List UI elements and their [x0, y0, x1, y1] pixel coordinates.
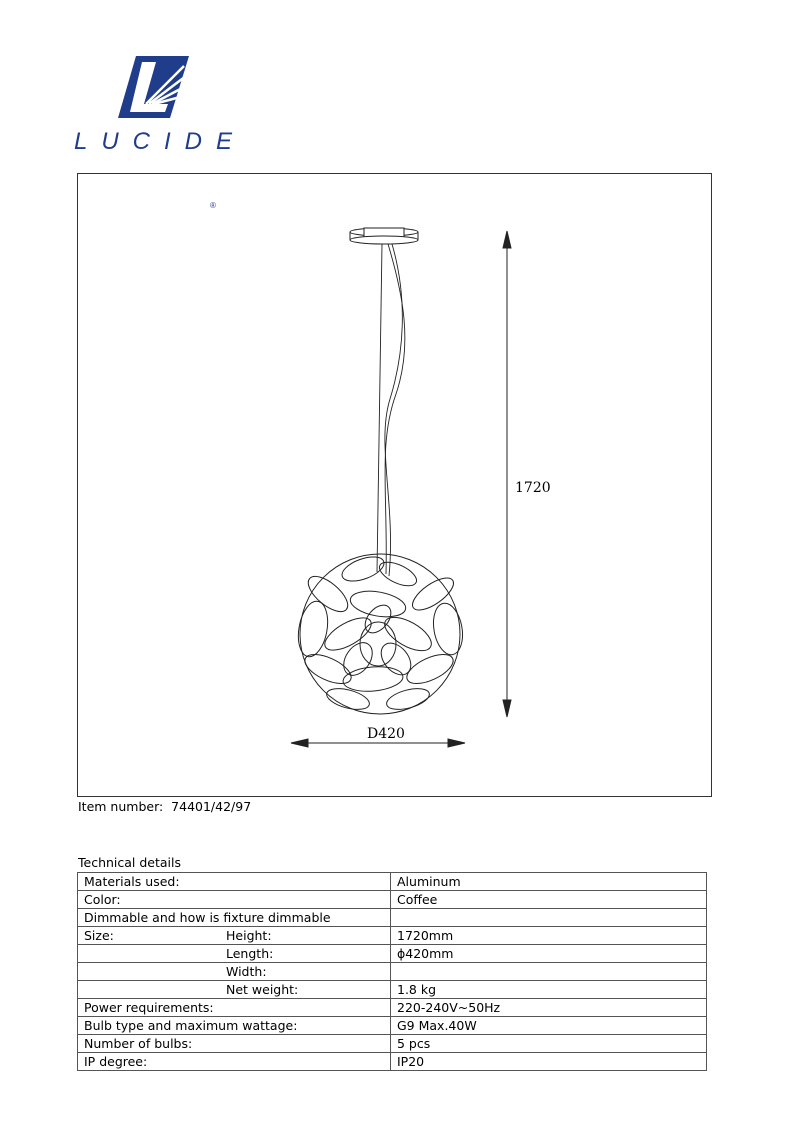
net-weight-value: 1.8 kg: [391, 981, 707, 999]
ip-value: IP20: [391, 1053, 707, 1071]
net-weight-label: Net weight:: [226, 982, 299, 997]
table-row: [78, 891, 707, 909]
table-row: [78, 981, 707, 999]
width-label: Width:: [226, 964, 267, 979]
table-row: [78, 999, 707, 1017]
power-value: 220-240V~50Hz: [391, 999, 707, 1017]
drawing-frame: [77, 173, 712, 797]
ribbon-ball-shade: [294, 552, 466, 714]
ip-label: IP degree:: [78, 1053, 391, 1071]
pendant-lamp-drawing: [78, 174, 713, 798]
power-label: Power requirements:: [78, 999, 391, 1017]
color-label: Color:: [78, 891, 391, 909]
bulbs-count-value: 5 pcs: [391, 1035, 707, 1053]
dimmable-label: Dimmable and how is fixture dimmable: [78, 909, 391, 927]
item-number-label: Item number:: [78, 799, 164, 814]
item-number-value: 74401/42/97: [171, 799, 252, 814]
size-length-cell: [78, 945, 391, 963]
table-row: [78, 927, 707, 945]
diameter-dimension-label: D420: [367, 726, 405, 742]
technical-details-table: [77, 872, 707, 1071]
item-number: [78, 799, 251, 814]
materials-label: Materials used:: [78, 873, 391, 891]
size-weight-cell: [78, 981, 391, 999]
width-value: [391, 963, 707, 981]
table-row: [78, 909, 707, 927]
technical-details-title: Technical details: [78, 855, 182, 870]
length-label: Length:: [226, 946, 274, 961]
height-dimension-line: [503, 231, 511, 717]
suspension-cables: [377, 244, 405, 576]
height-dimension-label: 1720: [515, 480, 551, 496]
bulb-label: Bulb type and maximum wattage:: [78, 1017, 391, 1035]
height-value: 1720mm: [391, 927, 707, 945]
dimmable-value: [391, 909, 707, 927]
brand-name: LUCIDE: [74, 128, 247, 155]
ceiling-canopy: [350, 228, 418, 244]
color-value: Coffee: [391, 891, 707, 909]
size-height-cell: [78, 927, 391, 945]
bulb-value: G9 Max.40W: [391, 1017, 707, 1035]
bulbs-count-label: Number of bulbs:: [78, 1035, 391, 1053]
size-label: Size:: [84, 928, 114, 943]
materials-value: Aluminum: [391, 873, 707, 891]
table-row: [78, 1035, 707, 1053]
length-value: ϕ420mm: [391, 945, 707, 963]
brand-logo: [74, 52, 247, 210]
table-row: [78, 963, 707, 981]
table-row: [78, 945, 707, 963]
table-row: [78, 873, 707, 891]
height-label: Height:: [226, 928, 272, 943]
table-row: [78, 1017, 707, 1035]
table-row: [78, 1053, 707, 1071]
registered-mark: ®: [210, 201, 216, 210]
logo-mark-icon: [74, 52, 224, 127]
size-width-cell: [78, 963, 391, 981]
